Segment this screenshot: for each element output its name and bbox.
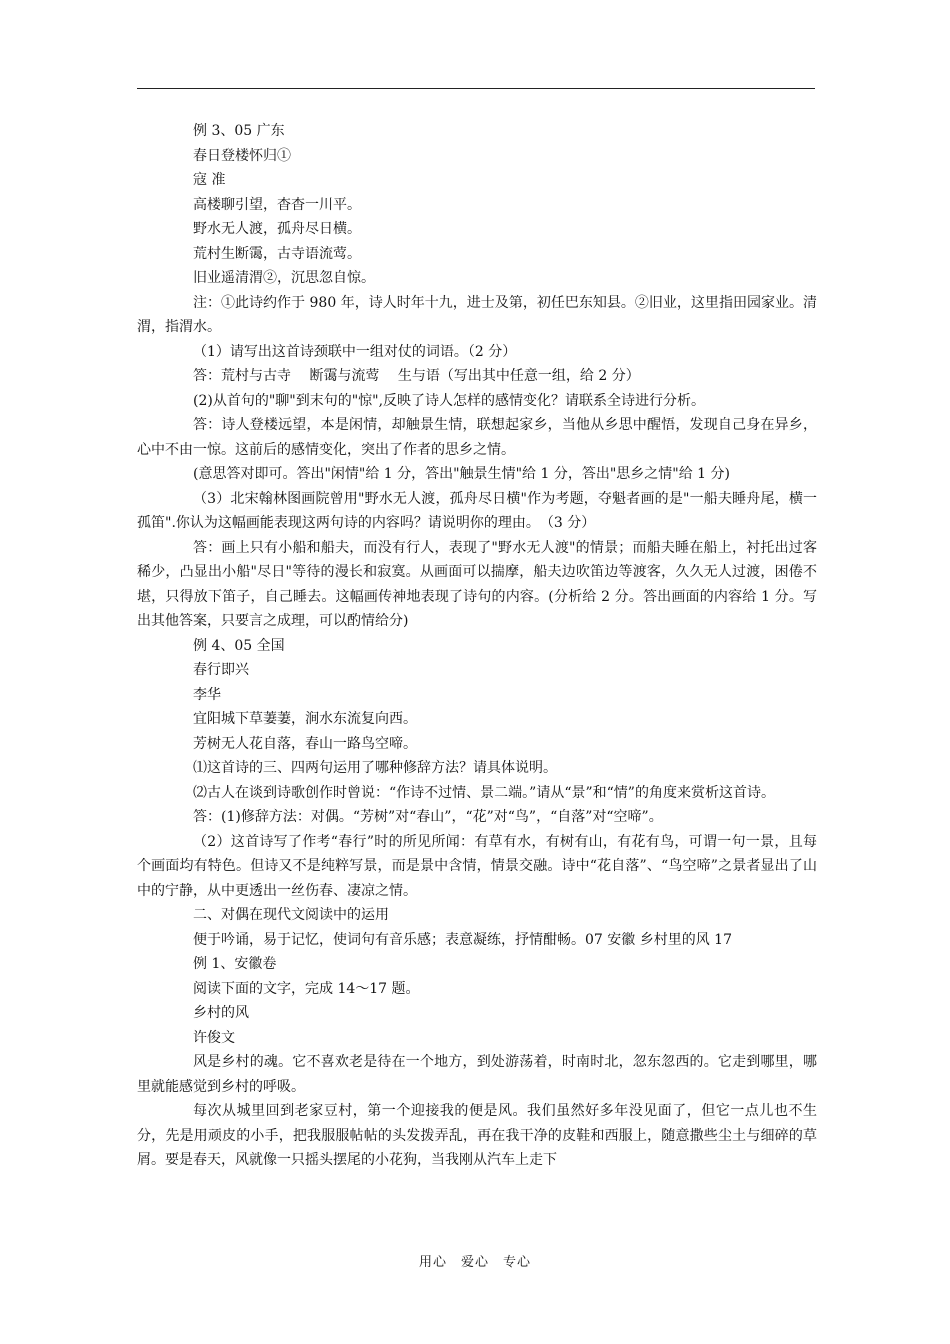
header-rule: [137, 88, 815, 89]
paragraph: （2）这首诗写了作考“春行”时的所见所闻：有草有水，有树有山，有花有鸟，可谓一句一景，且每个画面均有特色。但诗又不是纯粹写景，而是景中含情，情景交融。诗中“花自落”、“鸟空啼”之景者显出了山中的宁静，从中更透出一丝伤春、凄凉之情。: [137, 833, 817, 899]
paragraph: 宜阳城下草萋萋，涧水东流复向西。: [193, 711, 417, 727]
paragraph: 答：画上只有小船和船夫，而没有行人，表现了"野水无人渡"的情景；而船夫睡在船上，衬托出过客稀少，凸显出小船"尽日"等待的漫长和寂寞。从画面可以揣摩，船夫边吹笛边等渡客，久久无人过渡，困倦不堪，只得放下笛子，自己睡去。这幅画传神地表现了诗句的内容。(分析给 2 分。答出画面的内容给 1 分。写出其他答案，只要言之成理，可以酌情给分): [137, 539, 817, 629]
paragraph: 旧业遥清渭②，沉思忽自惊。: [193, 270, 375, 286]
paragraph: 每次从城里回到老家豆村，第一个迎接我的便是风。我们虽然好多年没见面了，但它一点儿也不生分，先是用顽皮的小手，把我服服帖帖的头发拨弄乱，再在我干净的皮鞋和西服上，随意撒些尘土与细碎的草屑。要是春天，风就像一只摇头摆尾的小花狗，当我刚从汽车上走下: [137, 1103, 817, 1168]
paragraph: 阅读下面的文字，完成 14～17 题。: [193, 980, 420, 997]
paragraph: 许俊文: [193, 1029, 235, 1046]
paragraph: 荒村生断霭，古寺语流莺。: [193, 245, 361, 262]
page-footer: 用心 爱心 专心: [418, 1255, 531, 1270]
paragraph: 风是乡村的魂。它不喜欢老是待在一个地方，到处游荡着，时南时北，忽东忽西的。它走到哪里，哪里就能感觉到乡村的呼吸。: [137, 1054, 817, 1095]
paragraph: 答：荒村与古寺 断霭与流莺 生与语（写出其中任意一组，给 2 分）: [193, 368, 640, 384]
document-body: [137, 119, 817, 1173]
paragraph: （1）请写出这首诗颈联中一组对仗的词语。（2 分）: [193, 343, 517, 360]
paragraph: 春行即兴: [193, 662, 249, 678]
paragraph: 野水无人渡，孤舟尽日横。: [193, 221, 361, 237]
paragraph: 春日登楼怀归①: [193, 147, 291, 164]
paragraph: (意思答对即可。答出"闲情"给 1 分，答出"触景生情"给 1 分，答出"思乡之情"给 1 分): [193, 466, 730, 482]
paragraph: 芳树无人花自落，春山一路鸟空啼。: [193, 735, 417, 752]
paragraph: (2)从首句的"聊"到末句的"惊",反映了诗人怎样的感情变化？请联系全诗进行分析。: [193, 392, 706, 409]
paragraph: 二、对偶在现代文阅读中的运用: [193, 907, 389, 923]
paragraph: 例 1、安徽卷: [193, 956, 277, 972]
paragraph: 便于吟诵，易于记忆，使词句有音乐感；表意凝练，抒情酣畅。07 安徽 乡村里的风 17: [193, 931, 732, 948]
paragraph: 例 3、05 广东: [193, 123, 285, 139]
paragraph: 答：诗人登楼远望，本是闲情，却触景生情，联想起家乡，当他从乡思中醒悟，发现自己身在异乡，心中不由一惊。这前后的感情变化，突出了作者的思乡之情。: [137, 417, 817, 458]
paragraph: 例 4、05 全国: [193, 637, 285, 654]
paragraph: 高楼聊引望，杳杳一川平。: [193, 196, 361, 213]
paragraph: ⑵古人在谈到诗歌创作时曾说：“作诗不过情、景二端。”请从“景”和“情”的角度来赏析这首诗。: [193, 784, 775, 801]
paragraph: 寇 准: [193, 172, 226, 188]
paragraph: 李华: [193, 686, 221, 703]
paragraph: 注：①此诗约作于 980 年，诗人时年十九，进士及第，初任巴东知县。②旧业，这里指田园家业。清渭，指渭水。: [137, 294, 817, 335]
paragraph: ⑴这首诗的三、四两句运用了哪种修辞方法？请具体说明。: [193, 760, 557, 776]
paragraph: 答：(1)修辞方法：对偶。“芳树”对“春山”，“花”对“鸟”，“自落”对“空啼”。: [193, 809, 663, 825]
paragraph: （3）北宋翰林图画院曾用"野水无人渡，孤舟尽日横"作为考题，夺魁者画的是"一船夫睡舟尾，横一孤笛".你认为这幅画能表现这两句诗的内容吗？请说明你的理由。 （3 分）: [137, 490, 817, 531]
paragraph: 乡村的风: [193, 1005, 249, 1021]
